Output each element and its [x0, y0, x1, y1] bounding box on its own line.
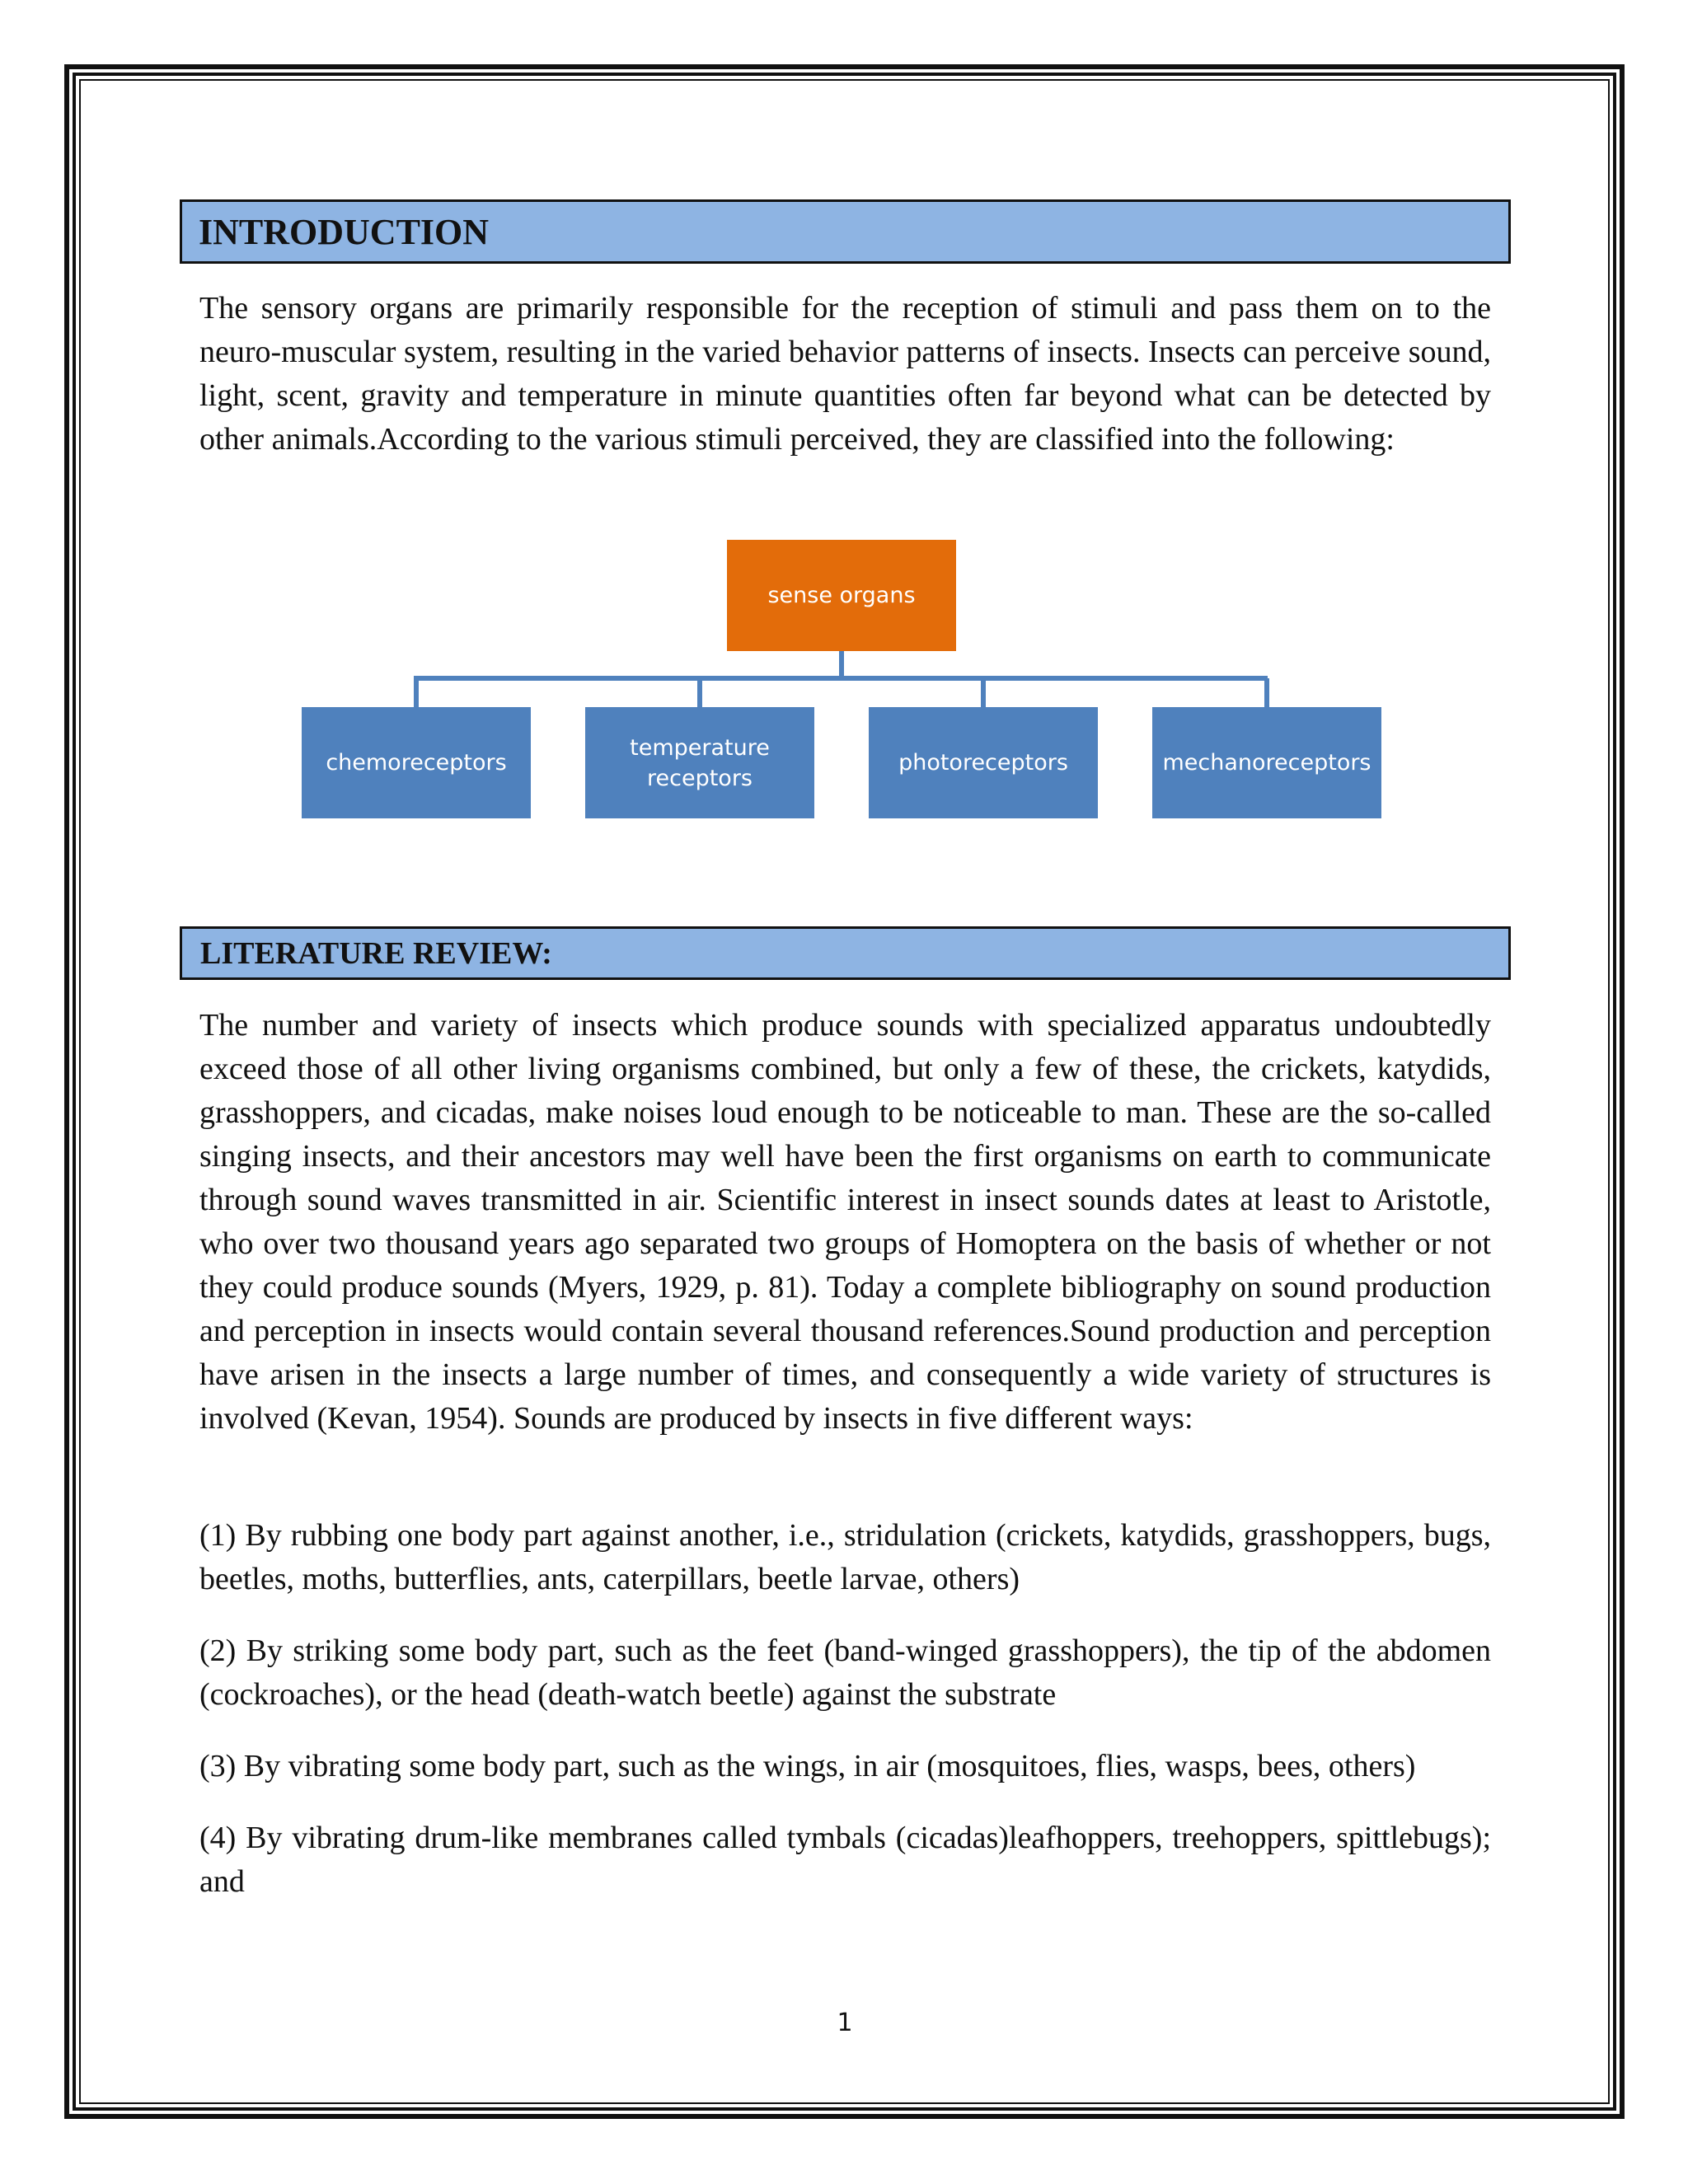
diagram-node-photoreceptors: photoreceptors — [869, 707, 1098, 818]
sound-method-1: (1) By rubbing one body part against another, i.e., stridulation (crickets, katydids, grasshoppers, bugs, beetles, moths, butterflies, ants, caterpillars, beetle larvae, others) — [199, 1518, 1491, 1596]
diagram-node-chemoreceptors: chemoreceptors — [302, 707, 531, 818]
literature-review-heading: LITERATURE REVIEW: — [180, 926, 1511, 980]
sound-method-4: (4) By vibrating drum-like membranes called tymbals (cicadas)leafhoppers, treehoppers, spittlebugs); and — [199, 1821, 1491, 1899]
diagram-root-sense-organs: sense organs — [727, 540, 956, 651]
literature-review-paragraph: The number and variety of insects which produce sounds with specialized apparatus undoubtedly exceed those of all other living organisms combined, but only a few of these, the crickets, katydids, grasshoppers, and cicadas, make noises loud enough to be noticeable to man. These are the so-called singing insects, and their ancestors may well have been the first organisms on earth to communicate through sound waves transmitted in air. Scientific interest in insect sounds dates at least to Aristotle, who over two thousand years ago separated two groups of Homoptera on the basis of whether or not they could produce sounds (Myers, 1929, p. 81). Today a complete bibliography on sound production and perception in insects would contain several thousand references.Sound production and perception have arisen in the insects a large number of times, and consequently a wide variety of structures is involved (Kevan, 1954). Sounds are produced by insects in five different ways: — [199, 1008, 1491, 1436]
introduction-paragraph: The sensory organs are primarily responsible for the reception of stimuli and pass them on to the neuro-muscular system, resulting in the varied behavior patterns of insects. Insects can perceive sound, light, scent, gravity and temperature in minute quantities often far beyond what can be detected by other animals.According to the various stimuli perceived, they are classified into the following: — [199, 291, 1491, 457]
diagram-node-temperature-receptors: temperature receptors — [585, 707, 814, 818]
sound-method-2: (2) By striking some body part, such as the feet (band-winged grasshoppers), the tip of the abdomen (cockroaches), or the head (death-watch beetle) against the substrate — [199, 1633, 1491, 1712]
page-number: 1 — [837, 2008, 853, 2037]
introduction-heading: INTRODUCTION — [180, 199, 1511, 264]
sound-method-3: (3) By vibrating some body part, such as the wings, in air (mosquitoes, flies, wasps, bees, others) — [199, 1749, 1416, 1783]
diagram-node-mechanoreceptors: mechanoreceptors — [1152, 707, 1381, 818]
